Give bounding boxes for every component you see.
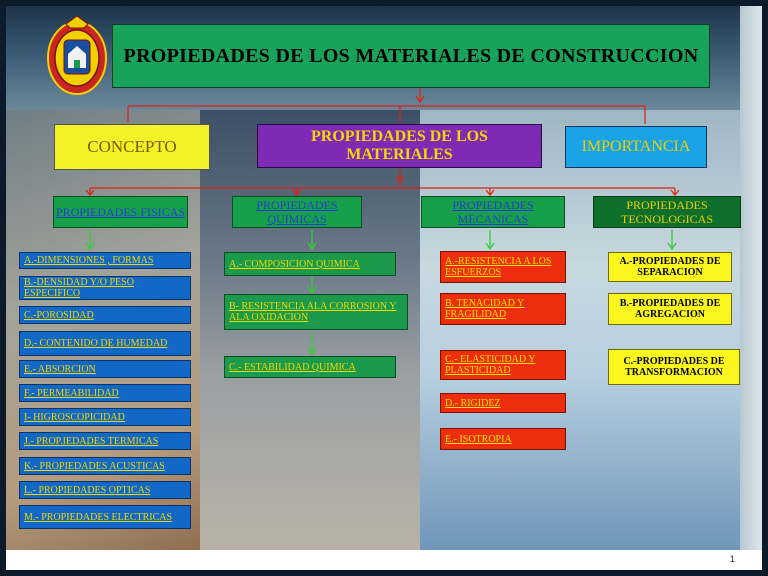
main-title: PROPIEDADES DE LOS MATERIALES DE CONSTRUCCION [112,24,710,88]
quimica-item: B- RESISTENCIA ALA CORROSION Y ALA OXIDACION [224,294,408,330]
fisica-item: C.-POROSIDAD [19,306,191,324]
fisica-item: L.- PROPIEDADES OPTICAS [19,481,191,499]
fisica-item: B.-DENSIDAD Y/O PESO ESPECIFICO [19,276,191,300]
page-number: 1 [730,554,736,564]
category-tecnologicas: PROPIEDADES TECNOLOGICAS [593,196,741,228]
fisica-item: A.-DIMENSIONES , FORMAS [19,252,191,269]
mecanica-item: C.- ELASTICIDAD Y PLASTICIDAD [440,350,566,380]
fisica-item: K.- PROPIEDADES ACUSTICAS [19,457,191,475]
concepto-box: CONCEPTO [54,124,210,170]
category-quimicas: PROPIEDADES QUIMICAS [232,196,362,228]
quimica-item: A.- COMPOSICION QUIMICA [224,252,396,276]
mecanica-item: A.-RESISTENCIA A LOS ESFUERZOS [440,251,566,283]
tecnologica-item: B.-PROPIEDADES DE AGREGACION [608,293,732,325]
fisica-item: J.- PROP.IEDADES TERMICAS [19,432,191,450]
mecanica-item: D.- RIGIDEZ [440,393,566,413]
tecnologica-item: C.-PROPIEDADES DE TRANSFORMACION [608,349,740,385]
category-mecanicas: PROPIEDADES MECANICAS [421,196,565,228]
quimica-item: C.- ESTABILIDAD QUIMICA [224,356,396,378]
fisica-item: M.- PROPIEDADES ELECTRICAS [19,505,191,529]
mecanica-item: E.- ISOTROPIA [440,428,566,450]
propiedades-materiales-box: PROPIEDADES DE LOS MATERIALES [257,124,542,168]
category-fisicas: PROPIEDADES FISICAS [53,196,188,228]
fisica-item: E.- ABSORCION [19,360,191,378]
mecanica-item: B. TENACIDAD Y FRAGILIDAD [440,293,566,325]
fisica-item: I- HIGROSCOPICIDAD [19,408,191,426]
importancia-box: IMPORTANCIA [565,126,707,168]
fisica-item: D.- CONTENIDO DE HUMEDAD [19,331,191,356]
fisica-item: F.- PERMEABILIDAD [19,384,191,402]
tecnologica-item: A.-PROPIEDADES DE SEPARACION [608,252,732,282]
